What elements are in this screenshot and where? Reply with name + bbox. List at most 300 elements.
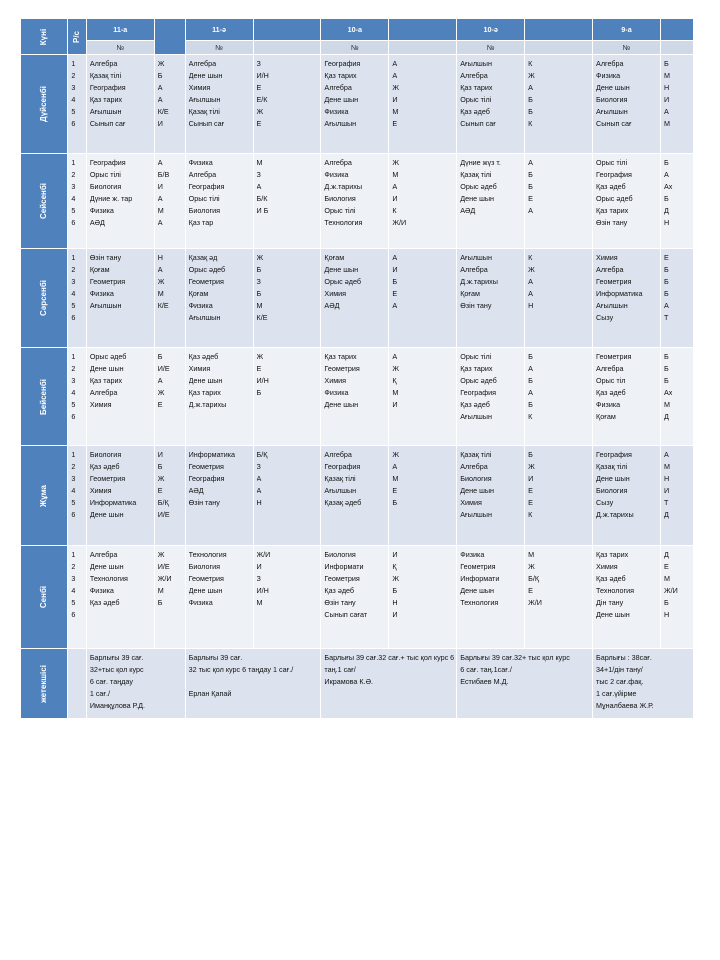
lesson-number: 4 <box>71 95 76 104</box>
subject-name: Дүние ж. тар <box>89 194 133 203</box>
subjects-cell <box>185 546 253 649</box>
room-code: Б <box>157 462 163 471</box>
lesson-number: 4 <box>71 486 76 495</box>
room-code: А <box>392 59 398 68</box>
subject-name: Өзін тану <box>188 498 220 507</box>
room-code: А <box>528 364 533 373</box>
room-code: И <box>392 194 398 203</box>
subject-name: Дене шын <box>460 194 494 203</box>
lesson-number: 5 <box>71 206 76 215</box>
lesson-number: 4 <box>71 586 76 595</box>
room-code: Н <box>528 301 534 310</box>
room-code: Б <box>528 450 533 459</box>
subject-name: Дене шын <box>89 364 124 373</box>
room-code: М <box>157 206 164 215</box>
rooms-cell <box>660 249 693 348</box>
room-code: Б <box>663 194 669 203</box>
lesson-numbers <box>68 154 87 249</box>
subject-name: Геометрия <box>188 462 224 471</box>
lesson-number: 4 <box>71 194 76 203</box>
lesson-number: 1 <box>71 352 76 361</box>
room-code: А <box>528 206 533 215</box>
subject-name: Геометрия <box>596 277 632 286</box>
room-code: Б <box>528 352 533 361</box>
subject-name: Орыс әдеб <box>596 194 633 203</box>
room-code: И <box>157 182 163 191</box>
day-name: Бейсенбі <box>39 378 49 415</box>
subject-name: География <box>89 158 126 167</box>
room-code: Ж <box>392 83 399 92</box>
room-code: Н <box>663 474 670 483</box>
room-code: И/Н <box>256 376 269 385</box>
subject-name: Дене шын <box>89 562 124 571</box>
subject-name: Технология <box>596 586 635 595</box>
day-label-cell <box>21 546 68 649</box>
room-code: И/Е <box>157 364 170 373</box>
room-code: Ж <box>157 550 165 559</box>
subjects-cell <box>593 446 661 546</box>
lesson-number: 2 <box>71 462 76 471</box>
room-code: Ж/И <box>528 598 542 607</box>
room-code: А <box>528 158 533 167</box>
subject-name: Өзін тану <box>596 218 628 227</box>
subject-name: Физика <box>596 400 621 409</box>
subject-name: Орыс тілі <box>324 206 356 215</box>
subject-name: Сызу <box>596 498 614 507</box>
lesson-number: 5 <box>71 498 76 507</box>
room-code: З <box>256 574 261 583</box>
room-code: Б <box>157 352 163 361</box>
subject-name: Биология <box>460 474 492 483</box>
subject-name: Дене шын <box>460 586 494 595</box>
day-name: Сенбі <box>39 585 49 609</box>
subject-name: Қаз әдеб <box>89 462 120 471</box>
subject-name: Химия <box>324 289 347 298</box>
room-code: Б <box>392 586 398 595</box>
class-header-11a: 11-а <box>86 19 154 41</box>
subject-name: Физика <box>89 206 114 215</box>
lesson-number: 2 <box>71 170 76 179</box>
subject-name: Алгебра <box>188 59 217 68</box>
subjects-cell <box>321 348 389 446</box>
subject-name: Химия <box>460 498 482 507</box>
subject-name: Биология <box>188 562 220 571</box>
subject-name: Қаз тарих <box>89 376 123 385</box>
room-code: З <box>256 59 261 68</box>
room-code: Е <box>392 119 398 128</box>
rooms-cell <box>389 348 457 446</box>
room-code: А <box>528 289 533 298</box>
room-code: А <box>663 170 669 179</box>
subject-name: Геометрия <box>324 364 360 373</box>
rooms-cell <box>389 154 457 249</box>
rooms-cell <box>525 348 593 446</box>
subject-name: Биология <box>89 450 122 459</box>
room-code: Б/В <box>157 170 170 179</box>
number-subheader: № <box>321 41 389 55</box>
rooms-cell <box>253 546 321 649</box>
room-code: Ж <box>256 107 264 116</box>
class-teacher-note: Барлығы 39 сағ. 32+тыс қол курс 6 сағ. таңдау 1 сағ./ Иманқұлова Р.Д. <box>86 649 185 719</box>
room-code: Д <box>663 412 669 421</box>
room-code: Ж <box>256 253 264 262</box>
subject-name: Алгебра <box>89 59 118 68</box>
subjects-cell <box>185 55 253 154</box>
subject-name: География <box>324 462 361 471</box>
day-label-cell <box>21 249 68 348</box>
room-code: Ах <box>663 388 673 397</box>
day-row <box>21 55 694 154</box>
subject-name: Алгебра <box>324 158 352 167</box>
day-row <box>21 348 694 446</box>
room-code: Б <box>528 170 533 179</box>
room-code: Б <box>663 598 669 607</box>
subject-name: Дене шын <box>188 71 223 80</box>
room-code: К/Е <box>157 107 169 116</box>
subject-name: Қазақ тілі <box>460 450 492 459</box>
room-code: К <box>392 206 397 215</box>
subject-name: Қоғам <box>188 289 209 298</box>
subject-name: Ағылшын <box>188 95 221 104</box>
room-code: Е <box>528 498 533 507</box>
subject-name: Физика <box>89 289 114 298</box>
subject-name: Ағылшын <box>89 107 122 116</box>
subject-name: Химия <box>324 376 347 385</box>
room-code: Е <box>663 253 669 262</box>
rooms-cell <box>660 546 693 649</box>
subject-name: Физика <box>89 586 114 595</box>
rooms-cell <box>253 55 321 154</box>
subject-name: Қаз әдеб <box>324 586 355 595</box>
room-code: Қ <box>392 562 397 571</box>
subject-name: Орыс тілі <box>596 158 628 167</box>
subject-name: Сызу <box>596 313 614 322</box>
subject-name: Алгебра <box>596 364 624 373</box>
number-subheader: № <box>185 41 253 55</box>
lesson-number: 4 <box>71 388 76 397</box>
subject-name: Биология <box>596 486 628 495</box>
subjects-cell <box>185 348 253 446</box>
room-code: И <box>528 474 534 483</box>
lesson-numbers <box>68 546 87 649</box>
room-code: Б <box>663 352 669 361</box>
room-code: И <box>663 95 670 104</box>
room-code: И <box>392 400 398 409</box>
room-code: Б/К <box>256 194 268 203</box>
subjects-cell <box>457 446 525 546</box>
subject-name: Қазақ әд <box>188 253 218 262</box>
room-code: А <box>256 474 262 483</box>
subjects-cell <box>593 249 661 348</box>
room-code: Ж <box>392 574 399 583</box>
subject-name: Қазақ әдеб <box>324 498 362 507</box>
rooms-cell <box>154 55 185 154</box>
room-code: А <box>392 182 398 191</box>
subject-name: Қаз тарих <box>324 71 357 80</box>
room-code: Т <box>663 498 669 507</box>
lesson-numbers <box>68 55 87 154</box>
subject-name: Ағылшын <box>460 59 492 68</box>
subjects-cell <box>86 546 154 649</box>
room-code: Ж <box>528 462 535 471</box>
room-code: Д <box>663 510 669 519</box>
subject-name: Химия <box>596 562 618 571</box>
subject-name: Химия <box>89 400 112 409</box>
lesson-number: 3 <box>71 277 76 286</box>
subjects-cell <box>593 546 661 649</box>
subjects-cell <box>457 348 525 446</box>
subject-name: Сынып сағ <box>188 119 225 128</box>
rooms-cell <box>253 249 321 348</box>
lesson-number: 3 <box>71 376 76 385</box>
room-code: Ж <box>157 59 165 68</box>
room-code: А <box>528 277 533 286</box>
room-code: З <box>256 462 261 471</box>
rooms-cell <box>525 55 593 154</box>
rooms-cell <box>660 55 693 154</box>
subject-name: Орыс әдеб <box>460 182 497 191</box>
subject-name: Алгебра <box>324 83 352 92</box>
subject-name: Физика <box>188 598 213 607</box>
rooms-cell <box>154 446 185 546</box>
room-code: Б <box>663 158 669 167</box>
room-code: Б <box>528 95 533 104</box>
subject-name: Информати <box>460 574 500 583</box>
subject-name: Сынып сағ <box>596 119 632 128</box>
subject-name: Алгебра <box>460 265 488 274</box>
lesson-number: 4 <box>71 289 76 298</box>
subject-name: Алгебра <box>89 388 118 397</box>
room-code: Ж <box>392 364 399 373</box>
lesson-number: 1 <box>71 59 76 68</box>
subject-name: Өзін тану <box>460 301 492 310</box>
room-code: И <box>392 95 398 104</box>
subjects-cell <box>86 55 154 154</box>
lesson-number: 5 <box>71 598 76 607</box>
subject-name: Биология <box>89 182 122 191</box>
room-code: А <box>157 158 163 167</box>
rooms-cell <box>660 154 693 249</box>
day-row <box>21 154 694 249</box>
subject-name: Геометрия <box>324 574 360 583</box>
room-code: И/Н <box>256 586 269 595</box>
day-column-header: Күні <box>21 19 68 55</box>
room-code: М <box>663 400 670 409</box>
rooms-cell <box>253 348 321 446</box>
rooms-cell <box>253 154 321 249</box>
lesson-number: 2 <box>71 562 76 571</box>
room-code: Е <box>157 400 163 409</box>
lesson-number: 2 <box>71 265 76 274</box>
subject-name: Алгебра <box>460 71 488 80</box>
subject-name: Геометрия <box>460 562 496 571</box>
room-code: Б <box>157 598 163 607</box>
subjects-cell <box>593 55 661 154</box>
subject-name: Ағылшын <box>596 301 628 310</box>
day-row <box>21 546 694 649</box>
lesson-number: 2 <box>71 71 76 80</box>
lesson-number: 3 <box>71 182 76 191</box>
room-code: Ж <box>157 277 165 286</box>
rooms-cell <box>253 446 321 546</box>
day-name: Жұма <box>39 484 49 507</box>
subjects-cell <box>457 154 525 249</box>
room-code: Ж <box>392 450 399 459</box>
class-teacher-note: Барлығы : 38сағ. 34+1/дін тану/ тыс 2 сағ.фақ. 1 сағ.үйірме Мұналбаева Ж.Р. <box>593 649 694 719</box>
subject-name: Өзін тану <box>89 253 122 262</box>
room-code: Т <box>663 313 669 322</box>
day-label-cell <box>21 348 68 446</box>
day-name: Сәрсенбі <box>39 279 49 317</box>
room-code: И <box>392 550 398 559</box>
subject-name: Ағылшын <box>324 119 357 128</box>
room-code: М <box>663 71 670 80</box>
subject-name: Алгебра <box>596 265 624 274</box>
lesson-numbers <box>68 348 87 446</box>
room-code: Б <box>528 182 533 191</box>
room-code: Е <box>392 486 398 495</box>
subject-name: Қоғам <box>324 253 345 262</box>
rooms-cell <box>389 249 457 348</box>
class-teacher-note: Барлығы 39 сағ.32+ тыс қол курс 6 сағ. таң.1сағ./ Естибаев М.Д. <box>457 649 593 719</box>
subject-name: Физика <box>460 550 485 559</box>
day-label-cell <box>21 55 68 154</box>
subjects-cell <box>185 249 253 348</box>
lesson-numbers <box>68 249 87 348</box>
room-code: Б <box>663 265 669 274</box>
lesson-numbers <box>68 446 87 546</box>
subject-name: Химия <box>89 486 112 495</box>
lesson-number: 6 <box>71 412 76 421</box>
room-code: Б <box>157 71 163 80</box>
room-code: И Б <box>256 206 269 215</box>
room-code: А <box>663 450 669 459</box>
room-code: Е <box>256 83 262 92</box>
subject-name: Информатика <box>188 450 236 459</box>
teacher-row <box>21 649 694 719</box>
class-header-11a2: 11-ә <box>185 19 253 41</box>
subject-name: АӘД <box>188 486 204 495</box>
number-subheader: № <box>457 41 525 55</box>
subject-name: Орыс әдеб <box>324 277 361 286</box>
rooms-cell <box>154 249 185 348</box>
room-code: Б <box>663 289 669 298</box>
subject-name: Дін тану <box>596 598 624 607</box>
subject-name: Алгебра <box>460 462 488 471</box>
rooms-cell <box>660 348 693 446</box>
subject-name: Орыс әдеб <box>460 376 497 385</box>
subject-name: Геометрия <box>89 277 126 286</box>
subject-name: Қаз әдеб <box>89 598 120 607</box>
room-code: К <box>528 510 533 519</box>
subject-name: Қаз әдеб <box>596 574 626 583</box>
room-code: Е <box>157 486 163 495</box>
room-code: К <box>528 412 533 421</box>
room-code: И <box>256 562 262 571</box>
subjects-cell <box>86 348 154 446</box>
room-code: Е <box>663 562 669 571</box>
room-code: Е <box>528 586 533 595</box>
room-code: Б <box>392 277 398 286</box>
room-code: Қ <box>392 376 397 385</box>
class-teacher-note: Барлығы 39 сағ.32 сағ.+ тыс қол курс 6 таң.1 сағ/ Икрамова К.Ә. <box>321 649 457 719</box>
subject-name: Физика <box>324 170 349 179</box>
room-code: А <box>157 265 163 274</box>
subject-name: Физика <box>324 388 349 397</box>
subject-name: Орыс тілі <box>460 95 492 104</box>
lesson-number: 5 <box>71 301 76 310</box>
room-code: К/Е <box>256 313 268 322</box>
room-code: И <box>157 119 163 128</box>
subject-name: Қоғам <box>460 289 480 298</box>
subjects-cell <box>86 154 154 249</box>
subject-name: Дене шын <box>89 510 124 519</box>
day-row <box>21 249 694 348</box>
subject-name: Қазақ тілі <box>188 107 220 116</box>
subject-name: Өзін тану <box>324 598 356 607</box>
subject-name: Қоғам <box>596 412 616 421</box>
rooms-cell <box>525 154 593 249</box>
subject-name: Химия <box>596 253 618 262</box>
subject-name: Биология <box>324 194 356 203</box>
subject-name: География <box>188 474 225 483</box>
subject-name: Ағылшын <box>460 412 492 421</box>
subject-name: АӘД <box>460 206 476 215</box>
room-code: А <box>528 388 533 397</box>
subject-name: Алгебра <box>324 450 352 459</box>
room-code: А <box>157 218 163 227</box>
subject-name: Физика <box>324 107 349 116</box>
subject-name: Геометрия <box>188 574 224 583</box>
subject-name: Дене шын <box>188 376 223 385</box>
room-code: Н <box>663 218 670 227</box>
subject-name: Геометрия <box>596 352 632 361</box>
lesson-number: 3 <box>71 83 76 92</box>
subjects-cell <box>321 446 389 546</box>
room-code: З <box>256 277 261 286</box>
room-code: Ж <box>157 388 165 397</box>
subject-name: Алгебра <box>89 550 118 559</box>
subject-name: Қаз тарих <box>460 83 493 92</box>
subject-name: Физика <box>596 71 621 80</box>
subjects-cell <box>321 55 389 154</box>
room-code: Б <box>256 388 262 397</box>
subject-name: Қаз әдеб <box>460 107 490 116</box>
subject-name: Геометрия <box>188 277 224 286</box>
subject-name: Қазақ тілі <box>324 474 356 483</box>
subject-name: Қаз тарих <box>596 206 629 215</box>
subject-name: Геометрия <box>89 474 126 483</box>
rooms-cell <box>525 546 593 649</box>
room-code: А <box>392 253 398 262</box>
number-subheader: № <box>86 41 154 55</box>
lesson-number: 6 <box>71 119 76 128</box>
lesson-number: 1 <box>71 550 76 559</box>
room-code: Б <box>528 400 533 409</box>
subject-name: Орыс әдеб <box>188 265 226 274</box>
room-code: Е <box>256 364 262 373</box>
room-code: Б <box>663 59 669 68</box>
subject-name: Технология <box>460 598 499 607</box>
subject-name: Қазақ тілі <box>460 170 492 179</box>
room-code: Б/Қ <box>157 498 169 507</box>
room-code: Н <box>663 83 670 92</box>
subject-name: Химия <box>188 364 211 373</box>
room-code: М <box>663 119 670 128</box>
subject-name: География <box>460 388 497 397</box>
subject-name: Физика <box>188 158 213 167</box>
room-code: И <box>157 450 163 459</box>
